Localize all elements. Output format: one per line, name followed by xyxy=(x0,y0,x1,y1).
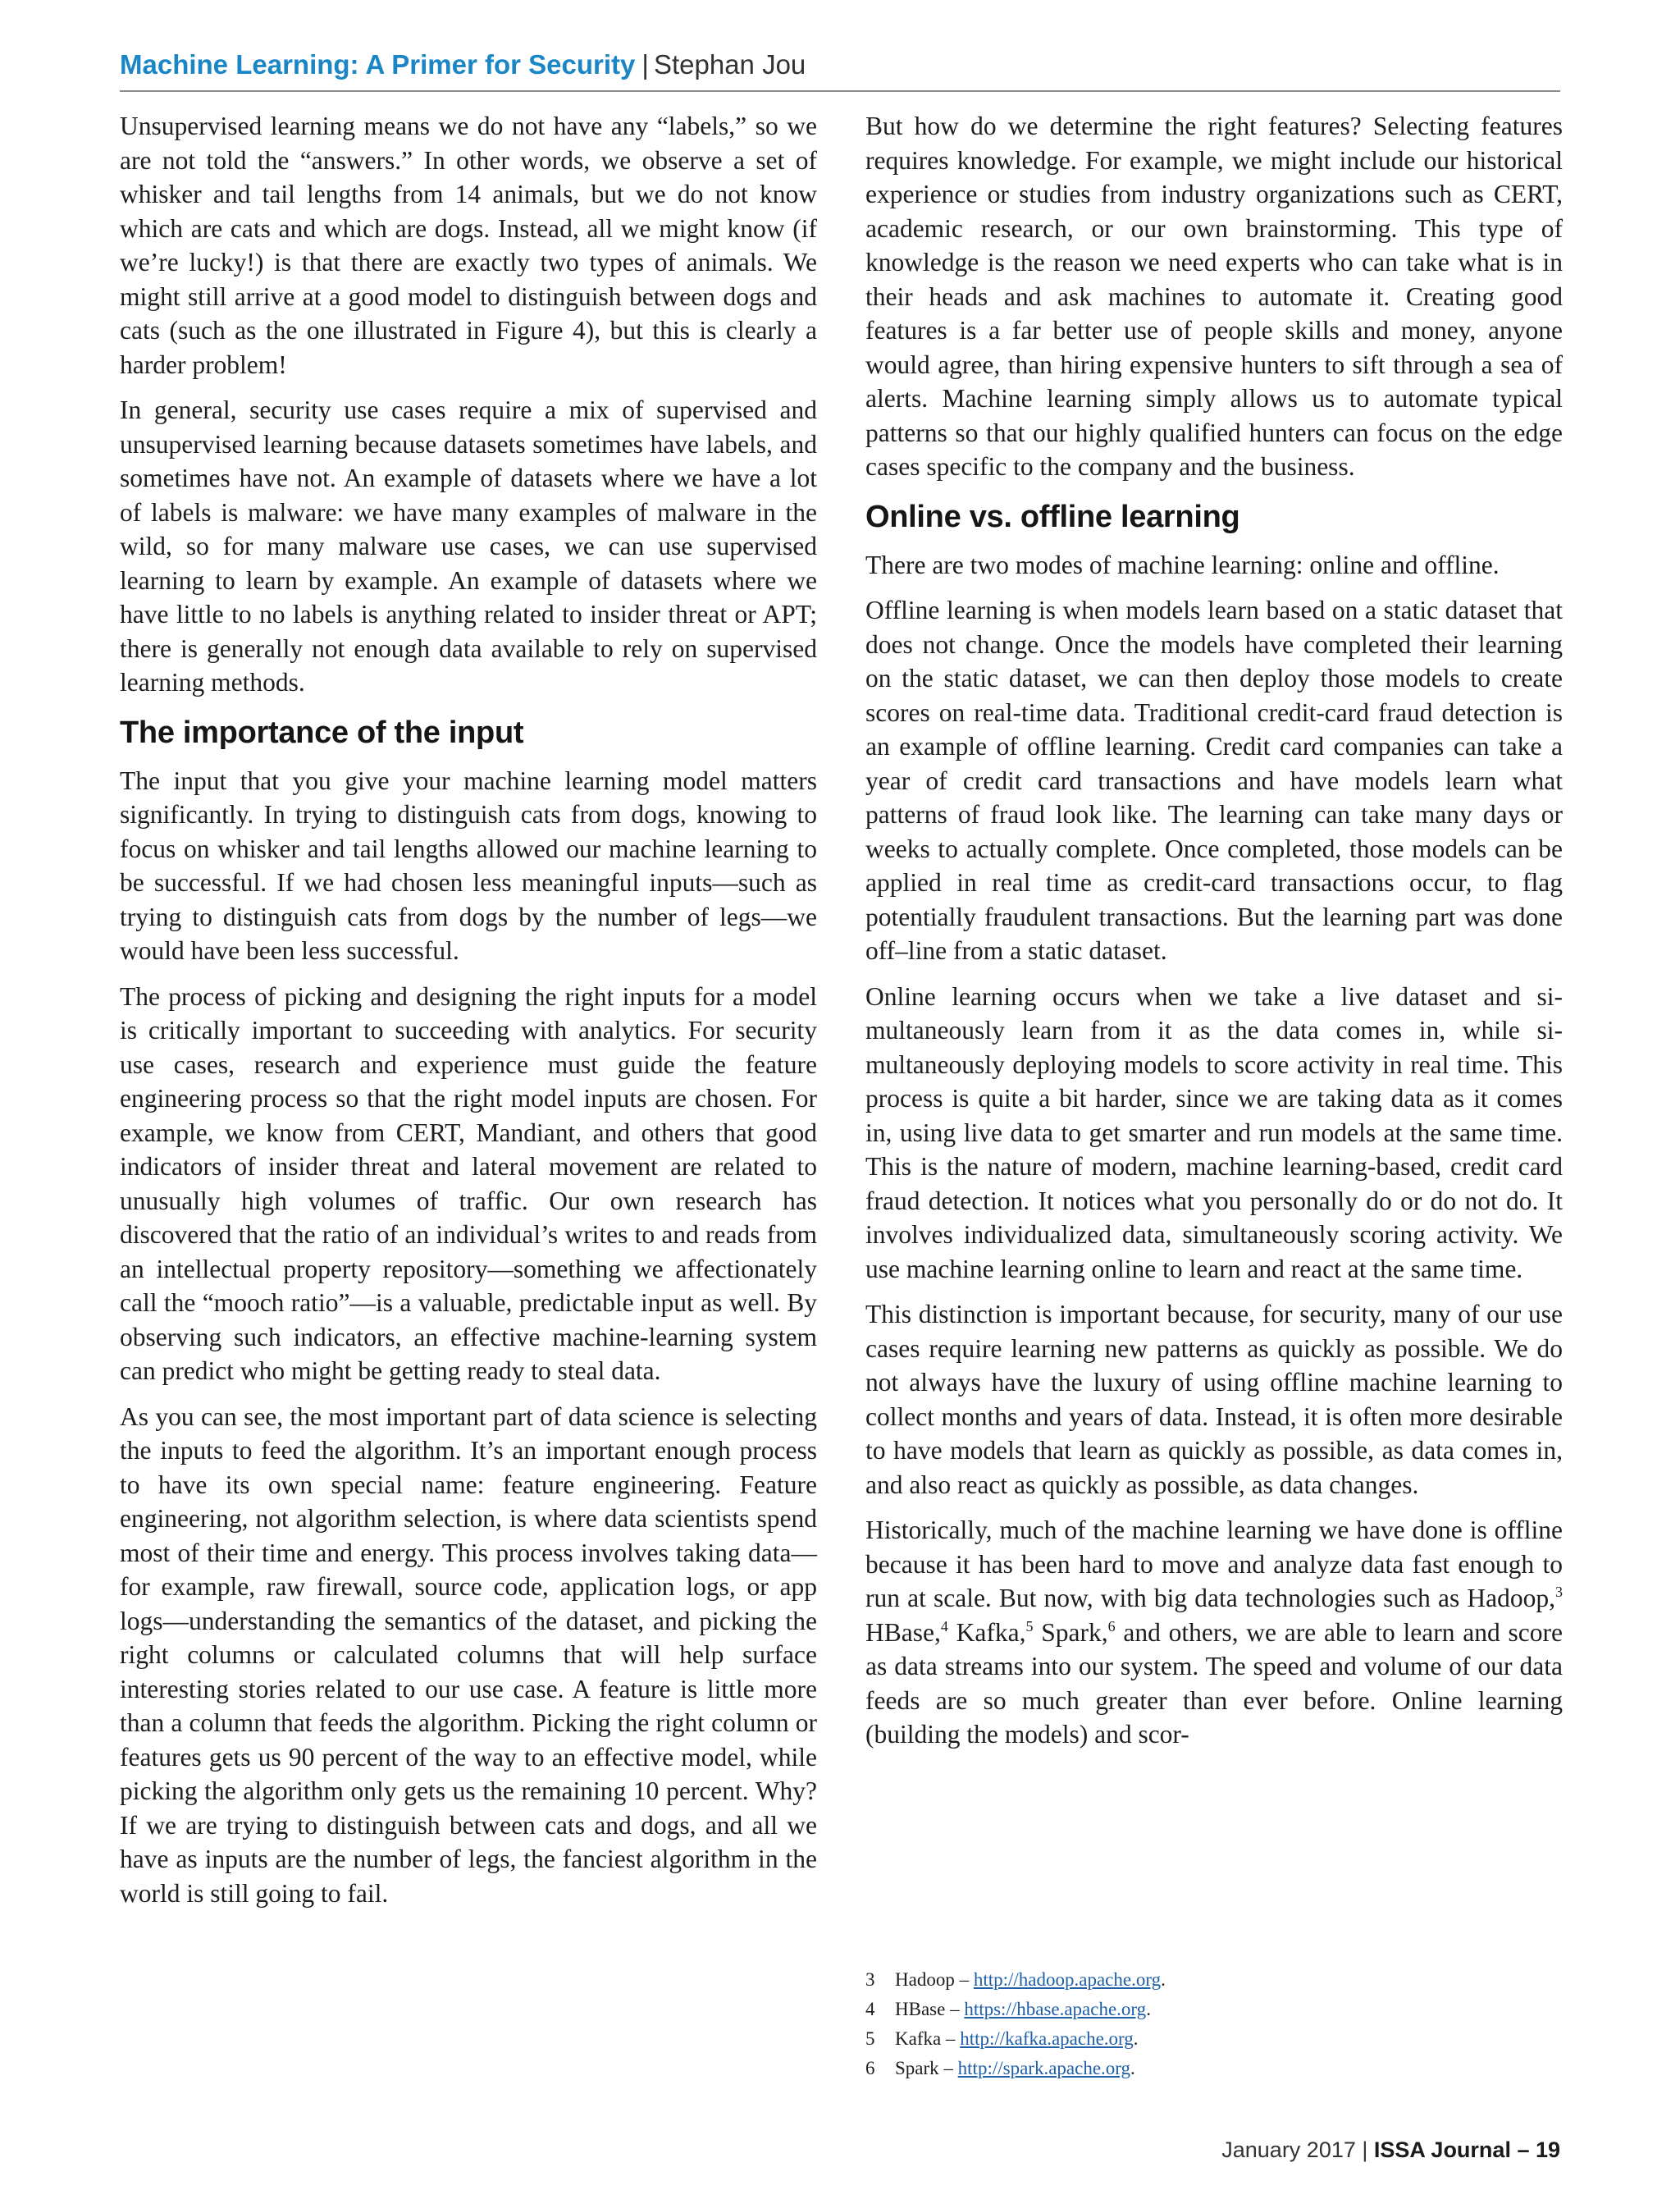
footnote-link[interactable]: http://hadoop.apache.org xyxy=(973,1969,1162,1990)
text-run: Kafka, xyxy=(947,1617,1026,1647)
footnote-ref: 5 xyxy=(1025,1617,1034,1634)
footnote-number: 5 xyxy=(865,2028,875,2049)
footnote-label: Spark – xyxy=(895,2058,958,2078)
footnote-ref: 4 xyxy=(940,1617,948,1634)
footnote xyxy=(865,1995,1563,2024)
paragraph: Offline learning is when models learn based on a static dataset that does not change. Once the models have completed their learning on the static dataset, we can then deploy those models to create scores on real-time data. Traditional credit-card fraud detection is an example of offline learning. Credit card companies can take a year of credit card transactions and have models learn what patterns of fraud look like. The learning can take many days or weeks to actually complete. Once completed, those models can be applied in real time as credit-card transactions occur, to flag potentially fraudulent transactions. But the learning part was done off–line from a static dataset. xyxy=(865,596,1563,965)
footnote xyxy=(865,2054,1563,2083)
footnote-end: . xyxy=(1130,2058,1135,2078)
footnote-label: HBase – xyxy=(895,1999,965,2019)
paragraph: There are two modes of machine learning: online and offline. xyxy=(865,550,1500,579)
text-run: and others, we are able to learn and score as data streams into our system. The speed and volume of our data feeds are so much greater than ever before. Online learning (building the models) and scor- xyxy=(865,1617,1563,1749)
footnote xyxy=(865,2024,1563,2054)
journal-page: ISSA Journal – 19 xyxy=(1373,2137,1560,2162)
footnote-label: Kafka – xyxy=(895,2028,961,2049)
paragraph: As you can see, the most important part of data science is selecting the inputs to feed the algorithm. It’s an important enough process to have its own special name: feature engineering. Feature engineering, not algorithm selection, is where data scientists spend most of their time and energy. This process involves taking data—for example, raw firewall, source code, application logs, or app logs—understanding the semantics of the dataset, and picking the right columns or calculated columns that will help surface interesting stories related to our use case. A feature is little more than a column that feeds the algorithm. Picking the right column or features gets us 90 percent of the way to an effective model, while picking the algorithm only gets us the remaining 10 percent. Why? If we are trying to distinguish between cats and dogs, and all we have as inputs are the number of legs, the fanciest algorithm in the world is still going to fail. xyxy=(120,1401,817,1908)
text-run: HBase, xyxy=(865,1617,941,1647)
section-heading: The importance of the input xyxy=(120,715,524,750)
text-run: Historically, much of the machine learning we have done is offline because it has been hard to move and analyze data fast enough to run at scale. But now, with big data technologies such as Hadoop, xyxy=(865,1516,1563,1612)
footnote xyxy=(865,1965,1563,1995)
footnote-ref: 6 xyxy=(1107,1617,1116,1634)
footnote-end: . xyxy=(1146,1999,1151,2019)
author-name: Stephan Jou xyxy=(653,49,806,80)
issue-date: January 2017 xyxy=(1221,2137,1356,2162)
paragraph: The process of picking and designing the right inputs for a model is critically important to succeeding with analytics. For security use cases, research and experience must guide the feature engineering process so that the right model inputs are chosen. For example, we know from CERT, Mandiant, and others that good indicators of insider threat and lateral movement are related to unusually high volumes of traffic. Our own research has discovered that the ratio of an individual’s writes to and reads from an intellectual property repository—something we affectionately call the “mooch ratio”—is a valuable, predictable input as well. By observing such indicators, an effective machine-learning system can predict who might be getting ready to steal data. xyxy=(120,981,817,1385)
paragraph: The input that you give your machine learning model matters significantly. In trying to distinguish cats from dogs, knowing to focus on whisker and tail lengths allowed our machine learning to be successful. If we had chosen less meaningful inputs—such as trying to distinguish cats from dogs by the number of legs—we would have been less successful. xyxy=(120,766,817,965)
paragraph-with-footnote-refs xyxy=(865,1513,1563,1752)
footnote-link[interactable]: https://hbase.apache.org xyxy=(964,1999,1147,2019)
footnotes xyxy=(865,1965,1563,2083)
footnote-number: 3 xyxy=(865,1969,875,1990)
footnote-label: Hadoop – xyxy=(895,1969,974,1990)
footer-separator: | xyxy=(1355,2137,1374,2162)
footnote-link[interactable]: http://kafka.apache.org xyxy=(960,2028,1134,2049)
footnote-number: 6 xyxy=(865,2058,875,2078)
publication-title: Machine Learning: A Primer for Security xyxy=(120,49,636,80)
right-column xyxy=(865,109,1563,1763)
header-separator: | xyxy=(641,49,649,80)
paragraph: Online learning occurs when we take a live dataset and simultaneously learn from it as the data comes in, while simultaneously deploying models to score activity in real time. This process is quite a bit harder, since we are taking data as it comes in, using live data to get smarter and run models at the same time. This is the nature of modern, machine learning-based, credit card fraud detection. It notices what you personally do or do not do. It involves individualized data, simultaneously scoring activity. We use machine learning online to learn and react at the same time. xyxy=(865,981,1563,1283)
paragraph: But how do we determine the right features? Selecting features requires knowledge. For example, we might include our historical experience or studies from industry organizations such as CERT, academic research, or our own brainstorming. This type of knowledge is the reason we need experts who can take what is in their heads and ask machines to automate it. Creating good features is a far better use of people skills and money, anyone would agree, than hiring expensive hunters to sift through a sea of alerts. Machine learning simply allows us to automate typical patterns so that our highly qualified hunters can focus on the edge cases specific to the company and the business. xyxy=(865,112,1563,481)
footnote-ref: 3 xyxy=(1555,1584,1563,1600)
paragraph: Unsupervised learning means we do not have any “labels,” so we are not told the “answers.” In other words, we observe a set of whisker and tail lengths from 14 animals, but we do not know which are cats and which are dogs. Instead, all we might know (if we’re lucky!) is that there are exactly two types of animals. We might still arrive at a good model to distinguish between dogs and cats (such as the one illustrated in Figure 4), but this is clearly a harder problem! xyxy=(120,112,817,379)
section-heading: Online vs. offline learning xyxy=(865,499,1240,534)
page-footer xyxy=(1221,2137,1560,2163)
paragraph: In general, security use cases require a mix of supervised and unsupervised learning because datasets sometimes have labels, and sometimes have not. An example of datasets where we have a lot of labels is malware: we have many examples of malware in the wild, so for many malware use cases, we can use supervised learning to learn by example. An example of datasets where we have little to no labels is anything related to insider threat or APT; there is generally not enough data available to rely on supervised learning methods. xyxy=(120,395,817,697)
paragraph: This distinction is important because, for security, many of our use cases require learning new patterns as quickly as possible. We do not always have the luxury of using offline machine learning to collect months and years of data. Instead, it is often more desirable to have models that learn as quickly as possible, as data comes in, and also react as quickly as possible, as data changes. xyxy=(865,1300,1563,1499)
text-run: Spark, xyxy=(1033,1617,1108,1647)
footnote-end: . xyxy=(1133,2028,1139,2049)
running-header xyxy=(120,46,1560,92)
footnote-end: . xyxy=(1161,1969,1166,1990)
left-column xyxy=(120,109,817,1922)
footnote-number: 4 xyxy=(865,1999,875,2019)
footnote-link[interactable]: http://spark.apache.org xyxy=(957,2058,1131,2078)
